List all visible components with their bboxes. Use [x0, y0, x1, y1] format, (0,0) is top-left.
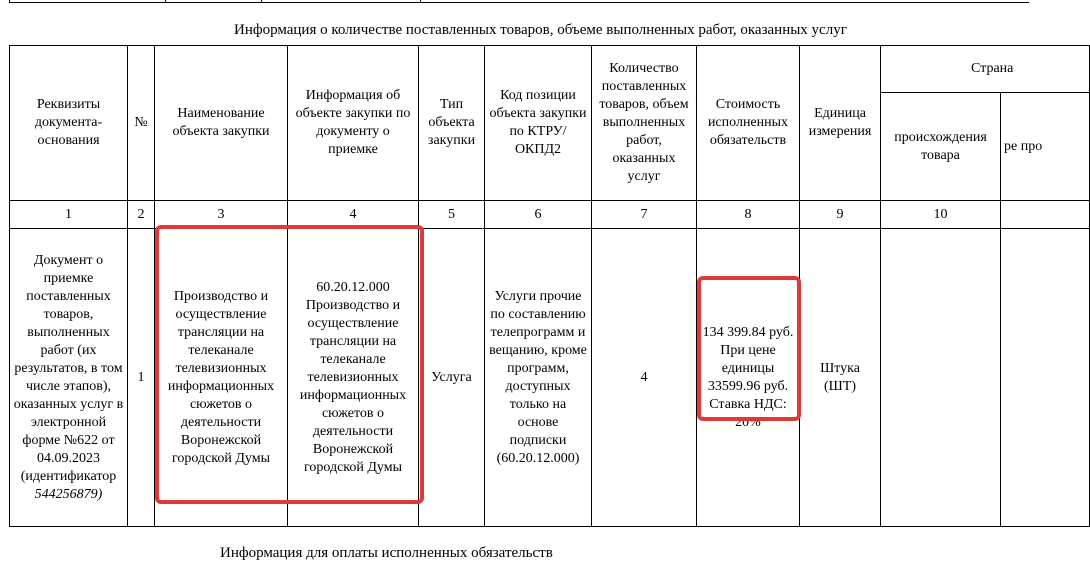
header-doc-basis: Реквизиты документа-основания — [10, 46, 128, 201]
cell-number: 1 — [128, 229, 155, 527]
object-info-code: 60.20.12.000 — [316, 279, 390, 295]
header-unit: Единица измерения — [800, 46, 881, 201]
cost-unit-price: При цене единицы 33599.96 руб. — [707, 342, 789, 394]
header-country-group: Страна — [881, 46, 1090, 93]
header-object-name: Наименование объекта закупки — [155, 46, 288, 201]
cell-unit: Штука (ШТ) — [800, 229, 881, 527]
doc-identifier: 544256879) — [34, 486, 103, 502]
col-num-10: 10 — [881, 201, 1001, 229]
object-info-text: Производство и осуществление трансляции на телеканале телевизионных информационных сюжетов о деятельности Воронежской городской Думы — [299, 297, 407, 475]
payment-info-caption: Информация для оплаты исполненных обязательств — [220, 545, 553, 561]
cost-total: 134 399.84 руб. — [702, 324, 794, 340]
header-object-type: Тип объекта закупки — [419, 46, 485, 201]
cell-cost — [697, 229, 800, 527]
table-row — [10, 229, 1090, 527]
col-num-2: 2 — [128, 201, 155, 229]
col-num-1: 1 — [10, 201, 128, 229]
doc-basis-text: Документ о приемке поставленных товаров, выполненных работ (их результатов, в том числе этапов), оказанных услуг в электронной форме №622 от 04.09.2023 (идентификатор — [13, 252, 124, 484]
column-number-row — [10, 201, 1090, 229]
col-num-8: 8 — [697, 201, 800, 229]
previous-table-edge — [0, 0, 1029, 6]
col-num-11 — [1001, 201, 1090, 229]
cell-ktru-code: Услуги прочие по составлению телепрограмм и вещанию, кроме программ, доступных только на основе подписки (60.20.12.000) — [485, 229, 592, 527]
goods-delivery-table — [9, 45, 1090, 527]
cell-object-type: Услуга — [419, 229, 485, 527]
header-cost: Стоимость исполненных обязательств — [697, 46, 800, 201]
header-row — [10, 46, 1090, 93]
header-ktru-code: Код позиции объекта закупки по КТРУ/ ОКПД2 — [485, 46, 592, 201]
col-num-3: 3 — [155, 201, 288, 229]
col-num-7: 7 — [592, 201, 697, 229]
cell-object-name: Производство и осуществление трансляции на телеканале телевизионных информационных сюжетов о деятельности Воронежской городской Думы — [155, 229, 288, 527]
cell-doc-basis — [10, 229, 128, 527]
col-num-9: 9 — [800, 201, 881, 229]
cell-object-info — [288, 229, 419, 527]
header-quantity: Количество поставленных товаров, объем выполненных работ, оказанных услуг — [592, 46, 697, 201]
header-country-origin: происхождения товара — [881, 93, 1001, 201]
cell-country-registration — [1001, 229, 1090, 527]
cell-country-origin — [881, 229, 1001, 527]
cost-vat-rate: Ставка НДС: 20% — [709, 396, 787, 430]
header-number: № — [128, 46, 155, 201]
cell-quantity: 4 — [592, 229, 697, 527]
col-num-5: 5 — [419, 201, 485, 229]
section-caption: Информация о количестве поставленных товаров, объеме выполненных работ, оказанных услуг — [234, 22, 847, 38]
col-num-6: 6 — [485, 201, 592, 229]
col-num-4: 4 — [288, 201, 419, 229]
header-object-info: Информация об объекте закупки по документу о приемке — [288, 46, 419, 201]
header-country-registration: ре про — [1001, 93, 1090, 201]
